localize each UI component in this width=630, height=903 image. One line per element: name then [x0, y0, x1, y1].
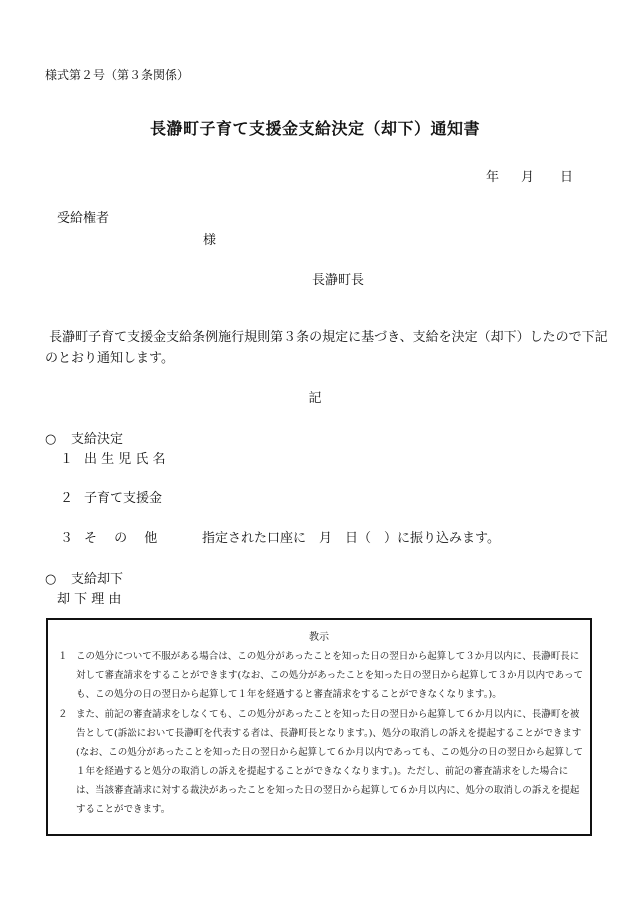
- item-label: 出 生 児 氏 名: [84, 452, 166, 467]
- honorific: 様: [203, 233, 217, 248]
- item-number: １: [60, 452, 74, 467]
- page-title: 長瀞町子育て支援金支給決定（却下）通知書: [149, 119, 480, 138]
- date-day: 日: [560, 170, 574, 185]
- recipient-label: 受給権者: [57, 211, 110, 226]
- body-text: [45, 327, 610, 369]
- decision-item-3: [60, 527, 500, 546]
- ki-heading: 記: [308, 391, 322, 406]
- rejection-heading-text: 支給却下: [71, 572, 124, 587]
- notice-title: 教示: [309, 632, 329, 643]
- form-number: 様式第２号（第３条関係）: [45, 68, 190, 82]
- notice-item-1: [58, 647, 584, 704]
- decision-heading-text: 支給決定: [71, 432, 124, 447]
- date-month: 月: [521, 170, 535, 185]
- rejection-heading: [45, 568, 123, 587]
- item-label: そ の 他: [84, 531, 158, 546]
- item-label: 子育て支援金: [84, 491, 163, 506]
- item-value: 指定された口座に 月 日（ ）に振り込みます。: [202, 531, 500, 546]
- date-line: [486, 166, 573, 185]
- notice-item-2: [58, 705, 584, 819]
- notice-item-text: また、前記の審査請求をしなくても、この処分があったことを知った日の翌日から起算して６か月以内に、長瀞町を被告として(訴訟において長瀞町を代表する者は、長瀞町長となります。)、処分の取消しの訴えを提起することができます(なお、この処分があったことを知った日の翌日から起算して６か月以内であっても、この処分の日の翌日から起算して１年を経過すると処分の取消しの訴えを提起することができなくなります。)。ただし、前記の審査請求をした場合には、当該審査請求に対する裁決があったことを知った日の翌日から起算して６か月以内に、処分の取消しの訴えを提起することができます。: [76, 709, 584, 815]
- issuer: 長瀞町長: [312, 273, 365, 288]
- decision-item-2: [60, 487, 162, 506]
- notice-item-number: １: [58, 651, 68, 662]
- item-number: ２: [60, 491, 74, 506]
- notice-box: [46, 618, 592, 836]
- item-number: ３: [60, 531, 74, 546]
- notice-item-number: ２: [58, 709, 68, 720]
- decision-item-1: [60, 448, 166, 467]
- date-year: 年: [486, 170, 500, 185]
- rejection-marker: ○: [45, 572, 57, 587]
- decision-heading: [45, 428, 123, 447]
- notice-item-text: この処分について不服がある場合は、この処分があったことを知った日の翌日から起算して３か月以内に、長瀞町長に対して審査請求をすることができます(なお、この処分があったことを知った日の翌日から起算して３か月以内であっても、この処分の日の翌日から起算して１年を経過すると審査請求をすることができなくなります。)。: [76, 651, 584, 700]
- body-text-content: 長瀞町子育て支援金支給条例施行規則第３条の規定に基づき、支給を決定（却下）したので下記のとおり通知します。: [45, 330, 608, 366]
- decision-marker: ○: [45, 432, 57, 447]
- rejection-reason-label: 却 下 理 由: [57, 592, 122, 607]
